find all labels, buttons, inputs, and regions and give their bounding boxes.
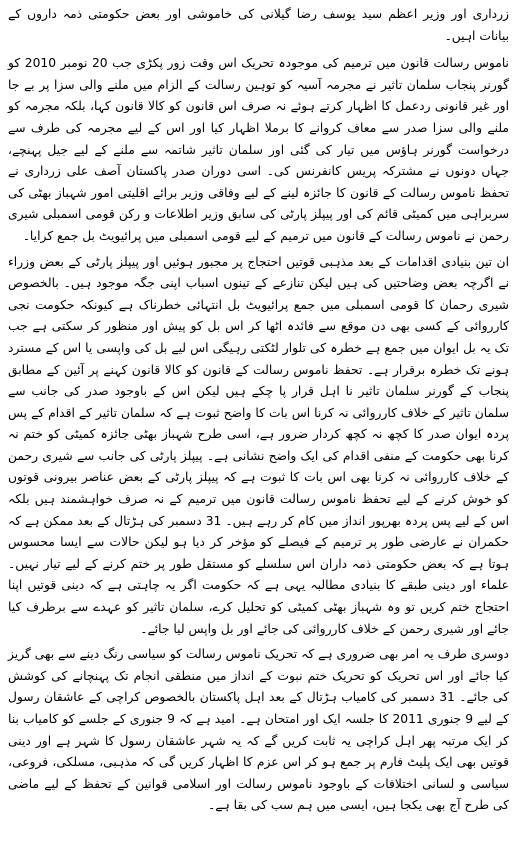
article-lead-line: زرداری اور وزیر اعظم سید یوسف رضا گیلانی کی خاموشی اور بعض حکومتی ذمہ داروں کے بیانات اہیں۔	[8, 7, 509, 43]
article-paragraph-2: ان تین بنیادی اقدامات کے بعد مذہبی قوتیں احتجاج پر مجبور ہوئیں اور پیپلز پارٹی کے بعض وزراء نے اگرچہ بعض وضاحتیں کی ہیں لیکن تنازعے کے تینوں اسباب اپنی جگہ موجود ہیں۔ بالخصوص شیری رحمان کا قومی اسمبلی میں جمع پرائیویٹ بل انتہائی خطرناک ہے کیونکہ حکومت نجی کارروائی کے کسی بھی دن موقع سے فائدہ اٹھا کر اس بل کو پیش اور منظور کر سکتی ہے جب تک یہ بل ایوان میں جمع ہے خطرہ کی تلوار لٹکتی رہیگی اس لیے بل کی واپسی یا اس کے مسترد ہونے تک خطرہ برقرار ہے۔ تحفظ ناموس رسالت کے قانون کو کالا قانون کہنے پر آئین کے مطابق پنجاب کے گورنر سلمان تاثیر نا اہل قرار پا چکے ہیں لیکن اس کے باوجود صدر کی جانب سے سلمان تاثیر کے خلاف کارروائی نہ کرنا اس بات کا واضح ثبوت ہے کہ سلمان تاثیر کے اقدام کے پس پردہ ایوان صدر کا کچھ نہ کچھ کردار ضرور ہے، اسی طرح شہباز بھٹی جائزہ کمیٹی کو ختم نہ کرنا بھی حکومت کے منفی اقدام کی ایک واضح نشانی ہے۔ پیپلز پارٹی کی جانب سے شیری رحمن کے خلاف کارروائی نہ کرنا بھی اس بات کا ثبوت ہے کہ پیپلز پارٹی کے بعض عناصر بیرونی قوتوں کو خوش کرنے کے لیے تحفظ ناموس رسالت قانون میں ترمیم کے نہ صرف خواہشمند ہیں بلکہ اس کے لیے پس پردہ بھرپور انداز میں کام کر رہے ہیں۔ 31 دسمبر کی ہڑتال کے بعد ممکن ہے کہ حکمران نے عارضی طور پر ترمیم کے فیصلے کو مؤخر کر دیا ہو لیکن حالات سے ایسا محسوس ہوتا ہے کہ بعض حکومتی ذمہ داران اس سلسلے کو مستقل طور پر ختم کرنے کے لیے تیار نہیں۔ علماء اور دینی طبقے کا بنیادی مطالبہ یہی ہے کہ حکومت اگر یہ چاہتی ہے کہ دینی قوتیں اپنا احتجاج ختم کریں تو وہ شہباز بھٹی کمیٹی کو تحلیل کرے، سلمان تاثیر کو عہدے سے برطرف کیا جائے اور شیری رحمن کے خلاف کارروائی کی جائے اور بل واپس لیا جائے۔	[8, 254, 510, 636]
article-paragraph-1: ناموس رسالت قانون میں ترمیم کی موجودہ تحریک اس وقت زور پکڑی جب 20 نومبر 2010 کو گورنر پنجاب سلمان تاثیر نے مجرمہ آسیہ کو توہین رسالت کے الزام میں ملنے والی سزا پر بے جا اور غیر قانونی ردعمل کا اظہار کرتے ہوئے نہ صرف اس قانون کو کالا قانون کہا، بلکہ مجرمہ کو ملنے والی سزا صدر سے معاف کروانے کا برملا اظہار کیا اور اس کے لیے مجرمہ کی طرف سے درخواست گورنر ہاؤس میں تیار کی گئی اور سلمان تاثیر شاتمہ سے ملنے کے لیے جیل پہنچے، جہاں دونوں نے مشترکہ پریس کانفرنس کی۔ اسی دوران صدر پاکستان آصف علی زرداری نے تحفظ ناموس رسالت کے قانون کا جائزہ لینے کے لیے وفاقی وزیر برائے اقلیتی امور شہباز بھٹی کی سربراہی میں کمیٹی قائم کی اور پیپلز پارٹی کی سابق وزیر اطلاعات و رکن قومی اسمبلی شیری رحمن نے ناموس رسالت کے قانون میں ترمیم کے لیے قومی اسمبلی میں پرائیویٹ بل جمع کرایا۔	[8, 56, 509, 243]
article-paragraph-3: دوسری طرف یہ امر بھی ضروری ہے کہ تحریک ناموس رسالت کو سیاسی رنگ دینے سے بھی گریز کیا جائے اور اس تحریک کو تحریک ختم نبوت کے انداز میں منطقی انجام تک پہنچانے کی کوشش کی جائے۔ 31 دسمبر کی کامیاب ہڑتال کے بعد اہل پاکستان بالخصوص کراچی کے عاشقان رسول کے لیے 9 جنوری 2011 کا جلسہ ایک اور امتحان ہے۔ امید ہے کہ 9 جنوری کے جلسے کو کامیاب بنا کر ایک مرتبہ پھر اہل کراچی یہ ثابت کریں گے کہ یہ شہر عاشقان رسول کا شہر ہے اور دینی قوتیں بھی ایک پلیٹ فارم پر جمع ہو کر اس عزم کا اظہار کریں گی کہ مذہبی، مسلکی، فروعی، سیاسی و لسانی اختلافات کے باوجود ناموس رسالت اور اسلامی قوانین کے تحفظ کے لیے ماضی کی طرح آج بھی یکجا ہیں، ایسی میں ہم سب کی بقا ہے۔	[8, 647, 509, 813]
